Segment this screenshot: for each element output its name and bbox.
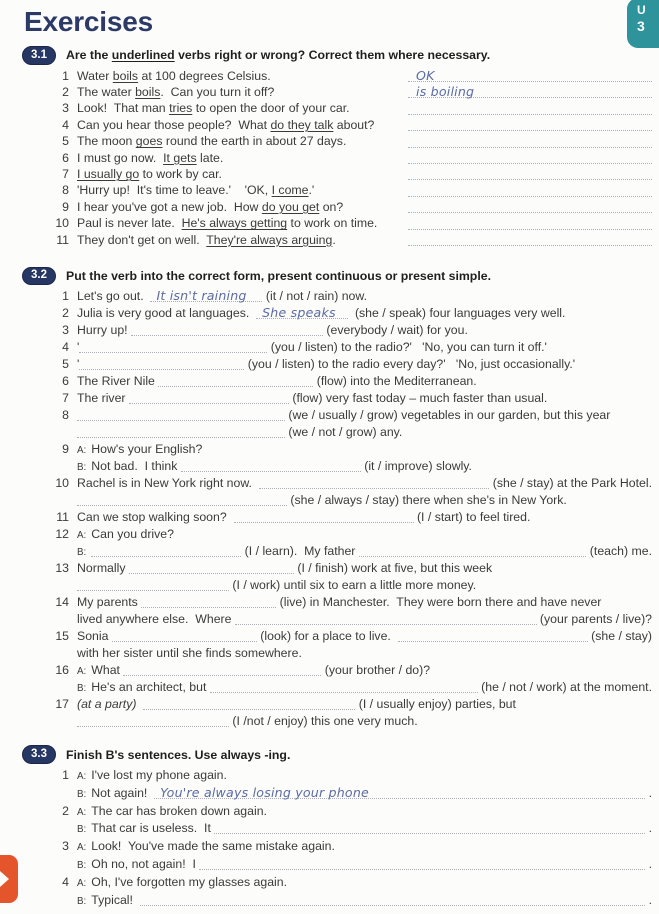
- answer-blank[interactable]: [77, 714, 229, 727]
- item-sentence: [77, 216, 377, 230]
- answer-blank[interactable]: [199, 857, 645, 870]
- sentence-text: Look! That man: [77, 101, 170, 116]
- exercise-number-badge: 3.3: [22, 745, 56, 764]
- underlined-verb: It gets: [163, 150, 197, 165]
- item-sentence: [77, 167, 222, 181]
- answer-blank[interactable]: [150, 289, 262, 302]
- sentence-text: lived anywhere else. Where: [77, 612, 235, 627]
- exercise-line: [48, 629, 652, 646]
- speaker-label: B:: [77, 547, 87, 559]
- item-number: 7: [62, 391, 69, 406]
- sentence-text: (I / learn). My father: [241, 544, 359, 559]
- answer-blank[interactable]: [234, 510, 414, 523]
- sentence-text: Paul is never late.: [77, 216, 182, 231]
- sentence-text: The car has broken down again.: [91, 803, 267, 818]
- sentence-text: What: [91, 663, 124, 678]
- sentence-text: with her sister until she finds somewhere.: [77, 646, 302, 661]
- exercise-line: [48, 289, 652, 306]
- handwritten-answer: You're always losing your phone: [160, 784, 369, 800]
- item-number: 9: [62, 199, 69, 214]
- line-body: [77, 459, 652, 474]
- underlined-verb: tries: [169, 101, 193, 116]
- exercise-item: [48, 151, 652, 167]
- exercise-3-2: [0, 267, 659, 732]
- exercise-item-list: [22, 768, 652, 910]
- answer-blank[interactable]: [140, 893, 645, 906]
- answer-blank[interactable]: [158, 374, 313, 387]
- item-number: 7: [62, 167, 69, 182]
- underlined-verb: boils: [112, 68, 139, 83]
- answer-blank[interactable]: [259, 476, 490, 489]
- sentence-text: (I /not / enjoy) this one very much.: [229, 714, 418, 729]
- sentence-text: Typical!: [91, 892, 140, 907]
- sentence-text: Can you drive?: [91, 527, 174, 542]
- exercise-item: [48, 216, 652, 232]
- answer-line[interactable]: [408, 151, 652, 164]
- line-body: [77, 714, 652, 729]
- item-sentence: [77, 69, 271, 83]
- sentence-text: Finish B's sentences. Use: [66, 747, 221, 762]
- sentence-text: [136, 697, 143, 711]
- sentence-text: (she / stay) at the Park Hotel.: [489, 476, 652, 491]
- exercise-line: [48, 374, 652, 391]
- sentence-text: (we / usually / grow) vegetables in our garden, but this year: [285, 408, 611, 423]
- exercise-line: [48, 786, 652, 804]
- item-sentence: [77, 200, 343, 214]
- line-body: [77, 493, 652, 508]
- item-number: 14: [55, 595, 69, 610]
- sentence-text: (look) for a place to live.: [256, 629, 398, 644]
- sentence-text: Can we stop walking soon?: [77, 510, 234, 525]
- sentence-text: to work on time.: [287, 216, 378, 231]
- exercise-item: [48, 69, 652, 85]
- sentence-text: Not again!: [91, 785, 155, 800]
- speaker-label: A:: [77, 770, 87, 782]
- sentence-text: (live) in Manchester. They were born there and have never: [276, 595, 602, 610]
- item-number: 4: [62, 874, 69, 889]
- sentence-text: Not bad. I think: [91, 459, 181, 474]
- speaker-label: A:: [77, 530, 87, 542]
- item-number: 2: [62, 306, 69, 321]
- underlined-verb: do they talk: [270, 117, 334, 132]
- line-body: [77, 306, 652, 321]
- exercise-item: [48, 101, 652, 117]
- item-sentence: [77, 118, 374, 132]
- exercise-line: [48, 544, 652, 561]
- exercise-line: [48, 821, 652, 839]
- item-number: 11: [56, 232, 69, 247]
- underlined-verb: do you get: [261, 199, 320, 214]
- speaker-label: B:: [77, 895, 87, 907]
- speaker-label: B:: [77, 788, 87, 800]
- item-sentence: [77, 151, 223, 165]
- line-body: [77, 544, 652, 559]
- line-body: [77, 612, 652, 627]
- line-body: [77, 510, 652, 525]
- sentence-text: The water: [77, 85, 136, 100]
- sentence-text: about?: [333, 117, 375, 132]
- sentence-text: Julia is very good at languages.: [77, 306, 257, 321]
- sentence-text: (you / listen) to the radio?' 'No, you can turn it off.': [267, 340, 547, 355]
- sentence-text: (I / usually enjoy) parties, but: [355, 697, 516, 712]
- exercise-line: [48, 493, 652, 510]
- sentence-text: I hear you've got a new job. How: [77, 199, 262, 214]
- exercise-line: [48, 391, 652, 408]
- item-number: 5: [62, 357, 69, 372]
- item-sentence: [77, 233, 336, 247]
- line-body: [77, 893, 652, 908]
- sentence-text: I've lost my phone again.: [91, 767, 227, 782]
- line-body: [77, 578, 652, 593]
- item-number: 17: [55, 697, 69, 712]
- underlined-verb: goes: [135, 134, 163, 149]
- exercise-item: [48, 118, 652, 134]
- answer-line[interactable]: [408, 118, 652, 131]
- line-body: [77, 786, 652, 801]
- sentence-text: (it / improve) slowly.: [360, 459, 472, 474]
- sentence-text: .: [645, 785, 652, 800]
- line-body: [77, 442, 652, 456]
- item-number: 8: [62, 183, 69, 198]
- unit-tab: [627, 0, 659, 48]
- answer-blank[interactable]: [143, 697, 355, 710]
- answer-blank[interactable]: [131, 323, 323, 336]
- item-number: 10: [55, 476, 69, 491]
- sentence-text: (flow) very fast today – much faster than usual.: [288, 391, 548, 406]
- answer-line[interactable]: [408, 85, 652, 98]
- sentence-text: (she / stay): [587, 629, 652, 644]
- exercise-line: [48, 459, 652, 476]
- item-number: 11: [56, 510, 69, 525]
- sentence-text: The River Nile: [77, 374, 159, 389]
- sentence-text: That car is useless. It: [91, 821, 215, 836]
- sentence-text: Oh no, not again! I: [91, 856, 200, 871]
- speaker-label: A:: [77, 806, 87, 818]
- page-title: Exercises: [24, 6, 153, 37]
- sentence-text: How's your English?: [91, 442, 203, 457]
- sentence-text: Normally: [77, 561, 129, 576]
- answer-blank[interactable]: [256, 306, 348, 319]
- underlined-verb: underlined: [111, 48, 175, 63]
- exercise-line: [48, 893, 652, 911]
- sentence-text: (everybody / wait) for you.: [323, 323, 468, 338]
- sentence-text: They don't get on well.: [77, 232, 207, 247]
- exercise-item: [48, 200, 652, 216]
- item-number: 4: [62, 117, 69, 132]
- sentence-text: (teach) me.: [586, 544, 652, 559]
- answer-blank[interactable]: [235, 612, 537, 625]
- item-number: 3: [62, 101, 69, 116]
- exercise-line: [48, 768, 652, 786]
- line-body: [77, 680, 652, 695]
- sentence-text: The river: [77, 391, 129, 406]
- sentence-text: (he / not / work) at the moment.: [477, 680, 652, 695]
- sentence-text: (I / finish) work at five, but this week: [293, 561, 493, 576]
- sentence-text: verbs right or wrong? Correct them where necessary.: [174, 48, 491, 63]
- item-number: 15: [55, 629, 69, 644]
- sentence-text: on?: [319, 199, 344, 214]
- line-body: [77, 663, 652, 678]
- sentence-text: . Can you turn it off?: [160, 85, 275, 100]
- exercise-line: [48, 306, 652, 323]
- exercise-line: [48, 857, 652, 875]
- item-number: 6: [62, 150, 69, 165]
- answer-blank[interactable]: [398, 629, 588, 642]
- line-body: [77, 323, 652, 338]
- item-number: 9: [62, 442, 69, 457]
- exercise-instruction: [66, 748, 290, 762]
- exercise-line: [48, 875, 652, 893]
- answer-blank[interactable]: [123, 663, 321, 676]
- page-corner-marker: [0, 855, 18, 903]
- exercise-instruction: [66, 48, 490, 62]
- answer-blank[interactable]: [181, 459, 361, 472]
- speaker-label: B:: [77, 824, 87, 836]
- exercise-line: [48, 323, 652, 340]
- line-body: [77, 875, 652, 889]
- speaker-label: A:: [77, 842, 87, 854]
- item-number: 2: [62, 85, 69, 100]
- line-body: [77, 425, 652, 440]
- exercise-line: [48, 612, 652, 629]
- sentence-text: (at a party): [77, 697, 137, 712]
- exercise-item: [48, 134, 652, 150]
- item-number: 5: [62, 134, 69, 149]
- unit-tab-label: U: [637, 3, 646, 17]
- item-number: 12: [55, 527, 69, 542]
- line-body: [77, 821, 652, 836]
- sentence-text: (I / start) to feel tired.: [413, 510, 531, 525]
- answer-blank[interactable]: [112, 629, 257, 642]
- sentence-text: (you / listen) to the radio every day?' 'No, just occasionally.': [244, 357, 576, 372]
- sentence-text: My parents: [77, 595, 142, 610]
- underlined-verb: I come: [271, 183, 309, 198]
- line-body: [77, 857, 652, 872]
- line-body: [77, 374, 652, 389]
- line-body: [77, 289, 652, 304]
- sentence-text: Oh, I've forgotten my glasses again.: [91, 874, 288, 889]
- sentence-text: (your parents / live)?: [536, 612, 652, 627]
- underlined-verb: I usually go: [77, 167, 140, 182]
- sentence-text: Can you hear those people? What: [77, 117, 271, 132]
- exercise-item-list: [22, 289, 652, 731]
- sentence-text: Look! You've made the same mistake again.: [91, 839, 335, 854]
- exercise-item: [48, 85, 652, 101]
- sentence-text: 'Hurry up! It's time to leave.' 'OK,: [77, 183, 272, 198]
- exercise-line: [48, 527, 652, 544]
- line-body: [77, 595, 652, 610]
- speaker-label: B:: [77, 683, 87, 695]
- line-body: [77, 561, 652, 576]
- answer-line[interactable]: [408, 135, 652, 148]
- sentence-text: late.: [196, 150, 224, 165]
- answer-line[interactable]: [408, 184, 652, 197]
- sentence-text: He's an architect, but: [91, 680, 210, 695]
- speaker-label: B:: [77, 859, 87, 871]
- sentence-text: to work by car.: [139, 167, 222, 182]
- item-number: 4: [62, 340, 69, 355]
- sentence-text: Are the: [66, 48, 112, 63]
- exercise-number-badge: 3.2: [22, 267, 56, 286]
- sentence-text: .: [332, 232, 336, 247]
- sentence-text: to open the door of your car.: [192, 101, 350, 116]
- answer-blank[interactable]: [79, 340, 267, 353]
- item-number: 13: [55, 561, 69, 576]
- exercise-3-1: [0, 46, 659, 249]
- sentence-text: Let's go out.: [77, 289, 151, 304]
- line-body: [77, 476, 652, 491]
- sentence-text: .: [645, 856, 652, 871]
- sentence-text: Hurry up!: [77, 323, 131, 338]
- sentence-text: round the earth in about 27 days.: [162, 134, 347, 149]
- answer-blank[interactable]: [359, 544, 587, 557]
- line-body: [77, 408, 652, 423]
- sentence-text: .: [645, 821, 652, 836]
- handwritten-answer: She speaks: [262, 305, 336, 321]
- exercise-line: [48, 714, 652, 731]
- sentence-text: .': [308, 183, 315, 198]
- answer-line[interactable]: [408, 69, 652, 82]
- item-sentence: [77, 101, 350, 115]
- exercise-line: [48, 442, 652, 459]
- sentence-text: The moon: [77, 134, 136, 149]
- sentence-text: ': [77, 357, 80, 372]
- answer-blank[interactable]: [129, 561, 294, 574]
- speaker-label: B:: [77, 462, 87, 474]
- line-body: [77, 804, 652, 818]
- exercise-line: [48, 578, 652, 595]
- exercise-item: [48, 233, 652, 249]
- item-number: 6: [62, 374, 69, 389]
- sentence-text: Water: [77, 68, 113, 83]
- exercise-line: [48, 804, 652, 822]
- sentence-text: at 100 degrees Celsius.: [138, 68, 271, 83]
- answer-blank[interactable]: [77, 425, 285, 438]
- line-body: [77, 839, 652, 853]
- exercise-line: [48, 425, 652, 442]
- item-number: 3: [62, 839, 69, 854]
- item-number: 3: [62, 323, 69, 338]
- answer-blank[interactable]: [141, 595, 276, 608]
- answer-blank[interactable]: [79, 357, 244, 370]
- sentence-text: (she / speak) four languages very well.: [348, 306, 566, 321]
- answer-blank[interactable]: [214, 821, 645, 834]
- answer-line[interactable]: [408, 233, 652, 246]
- line-body: [77, 629, 652, 644]
- exercise-line: [48, 561, 652, 578]
- sentence-text: .: [645, 892, 652, 907]
- handwritten-answer: It isn't raining: [156, 288, 247, 304]
- underlined-verb: boils: [135, 85, 161, 100]
- exercise-line: [48, 680, 652, 697]
- line-body: [77, 391, 652, 406]
- answer-blank[interactable]: [154, 786, 645, 799]
- line-body: [77, 768, 652, 782]
- exercise-line: [48, 357, 652, 374]
- answer-blank[interactable]: [77, 578, 229, 591]
- exercise-line: [48, 663, 652, 680]
- sentence-text: (it / not / rain) now.: [262, 289, 368, 304]
- answer-line[interactable]: [408, 200, 652, 213]
- exercise-3-3: [0, 745, 659, 910]
- item-number: 1: [62, 767, 69, 782]
- sentence-text: Rachel is in New York right now.: [77, 476, 259, 491]
- line-body: [77, 340, 652, 355]
- item-sentence: [77, 85, 274, 99]
- sentence-text: (your brother / do)?: [321, 663, 431, 678]
- handwritten-answer: OK: [416, 68, 435, 84]
- exercise-number-badge: 3.1: [22, 46, 56, 65]
- answer-line[interactable]: [408, 167, 652, 180]
- item-number: 1: [62, 68, 69, 83]
- answer-line[interactable]: [408, 217, 652, 230]
- answer-blank[interactable]: [91, 544, 241, 557]
- line-body: [77, 697, 652, 712]
- underlined-verb: He's always getting: [181, 216, 288, 231]
- underlined-verb: They're always arguing: [206, 232, 333, 247]
- handwritten-answer: is boiling: [416, 84, 475, 100]
- exercise-line: [48, 510, 652, 527]
- item-number: 10: [55, 216, 69, 231]
- line-body: [77, 527, 652, 541]
- item-number: 8: [62, 408, 69, 423]
- exercise-item: [48, 167, 652, 183]
- item-number: 16: [55, 663, 69, 678]
- unit-tab-number: 3: [637, 18, 645, 34]
- exercise-item: [48, 183, 652, 199]
- exercise-line: [48, 408, 652, 425]
- exercise-line: [48, 595, 652, 612]
- sentence-text: always -ing: [220, 747, 287, 762]
- exercise-line: [48, 340, 652, 357]
- exercise-item-list: [22, 69, 652, 249]
- sentence-text: (I / work) until six to earn a little more money.: [229, 578, 477, 593]
- speaker-label: A:: [77, 877, 87, 889]
- exercise-instruction: [66, 269, 491, 283]
- sentence-text: (we / not / grow) any.: [285, 425, 403, 440]
- sentence-text: (she / always / stay) there when she's in New York.: [287, 493, 567, 508]
- sentence-text: Put the verb into the correct form, present continuous or present simple.: [66, 269, 491, 284]
- item-number: 2: [62, 803, 69, 818]
- exercise-line: [48, 697, 652, 714]
- sentence-text: (flow) into the Mediterranean.: [313, 374, 477, 389]
- answer-blank[interactable]: [210, 680, 478, 693]
- answer-line[interactable]: [408, 102, 652, 115]
- sentence-text: Sonia: [77, 629, 112, 644]
- line-body: [77, 357, 652, 372]
- exercise-line: [48, 646, 652, 663]
- exercise-line: [48, 839, 652, 857]
- answer-blank[interactable]: [77, 408, 285, 421]
- sentence-text: .: [286, 747, 291, 762]
- sentence-text: I must go now.: [77, 150, 164, 165]
- item-sentence: [77, 134, 346, 148]
- answer-blank[interactable]: [129, 391, 289, 404]
- sentence-text: ': [77, 340, 80, 355]
- speaker-label: A:: [77, 666, 87, 678]
- line-body: [77, 646, 652, 660]
- exercise-line: [48, 476, 652, 493]
- item-sentence: [77, 183, 314, 197]
- answer-blank[interactable]: [77, 493, 287, 506]
- item-number: 1: [62, 289, 69, 304]
- speaker-label: A:: [77, 445, 87, 457]
